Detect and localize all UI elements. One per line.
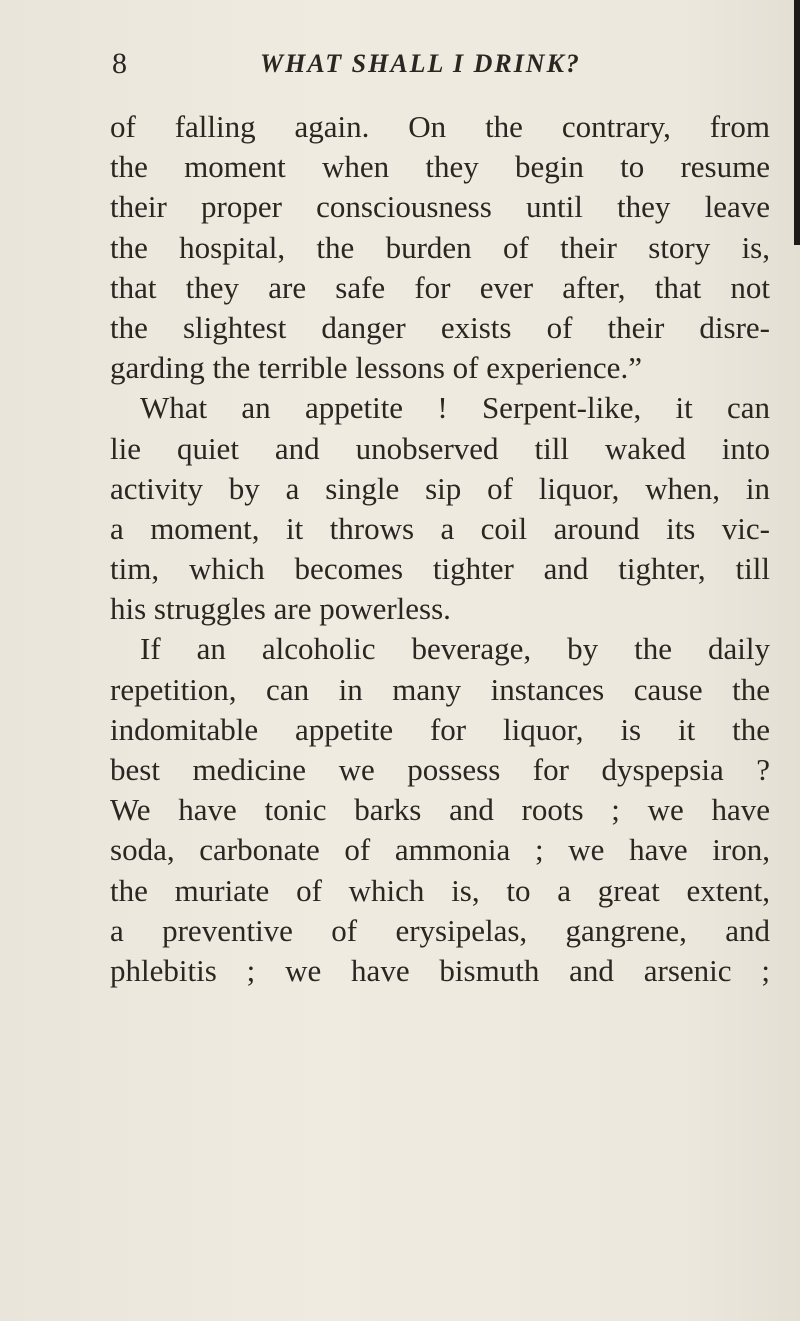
text-line: the hospital, the burden of their story is, (110, 229, 770, 265)
text-line: indomitable appetite for liquor, is it the (110, 711, 770, 747)
text-line: lie quiet and unobserved till waked into (110, 430, 770, 466)
text-line: a moment, it throws a coil around its vic- (110, 510, 770, 546)
paragraph-start: What an appetite ! Serpent-like, it can (140, 390, 770, 426)
text-line: the slightest danger exists of their disre- (110, 309, 770, 345)
text-line: the moment when they begin to resume (110, 149, 770, 185)
text-line: phlebitis ; we have bismuth and arsenic ; (110, 952, 770, 988)
text-line: that they are safe for ever after, that not (110, 269, 770, 305)
page-edge-shadow (794, 0, 800, 245)
text-line: a preventive of erysipelas, gangrene, and (110, 912, 770, 948)
page-number: 8 (112, 47, 127, 80)
page-header (112, 44, 768, 84)
text-line: repetition, can in many instances cause the (110, 671, 770, 707)
body-text (110, 107, 770, 991)
text-line: We have tonic barks and roots ; we have (110, 792, 770, 828)
text-line: best medicine we possess for dyspepsia ? (110, 752, 770, 787)
text-line: their proper consciousness until they leave (110, 189, 770, 225)
text-line: of falling again. On the contrary, from (110, 109, 770, 144)
paragraph-start: If an alcoholic beverage, by the daily (140, 631, 770, 667)
text-line: garding the terrible lessons of experience.” (110, 350, 642, 386)
text-line: activity by a single sip of liquor, when, in (110, 470, 770, 506)
text-line: soda, carbonate of ammonia ; we have iron, (110, 832, 770, 868)
text-line: his struggles are powerless. (110, 591, 451, 627)
text-line: the muriate of which is, to a great extent, (110, 872, 770, 908)
text-line: tim, which becomes tighter and tighter, till (110, 551, 770, 587)
running-head: WHAT SHALL I DRINK? (260, 49, 581, 78)
